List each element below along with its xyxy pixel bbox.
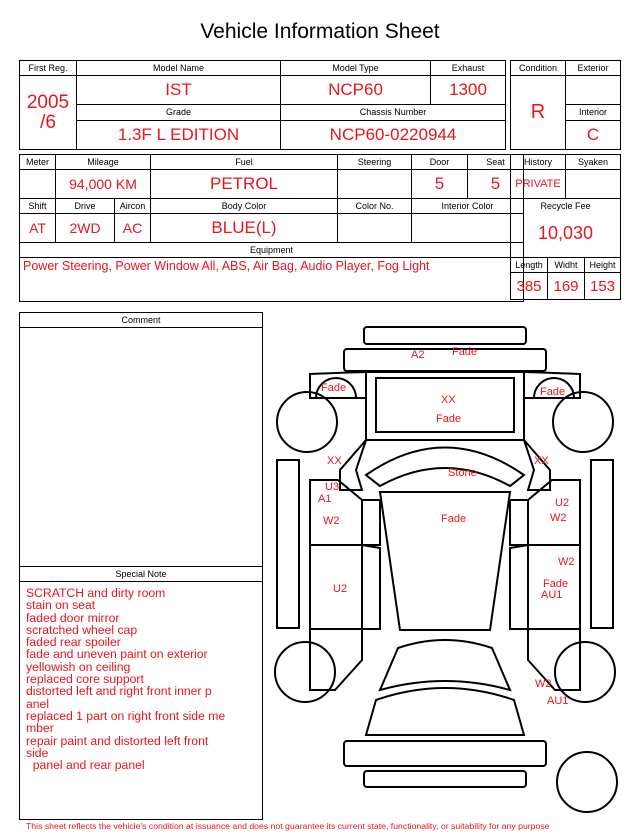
drive-label: Drive: [56, 199, 115, 214]
width-label: Widht: [548, 258, 585, 273]
steering-value: [338, 170, 412, 199]
height-value: 153: [585, 273, 621, 300]
shift-label: Shift: [20, 199, 56, 214]
model-type-value: NCP60: [281, 76, 431, 105]
mark-fade-front-right: Fade: [540, 386, 566, 398]
chassis-value: NCP60-0220944: [281, 120, 506, 149]
first-reg-label: First Reg.: [20, 61, 77, 76]
condition-table: [510, 60, 621, 150]
mark-w2-left: W2: [323, 515, 340, 527]
model-name-value: IST: [77, 76, 281, 105]
special-note-list: [26, 587, 225, 771]
mark-xx-left: XX: [327, 455, 342, 467]
exhaust-label: Exhaust: [431, 61, 506, 76]
exterior-value: [566, 76, 621, 105]
mark-u2-right: U2: [555, 497, 570, 509]
body-color-value: BLUE(L): [151, 214, 338, 243]
grade-label: Grade: [77, 105, 281, 120]
interior-color-value: [412, 214, 524, 243]
grade-value: 1.3F L EDITION: [77, 120, 281, 149]
syaken-label: Syaken: [566, 155, 621, 170]
width-value: 169: [548, 273, 585, 300]
body-color-label: Body Color: [151, 199, 338, 214]
length-label: Length: [511, 258, 548, 273]
special-note-line: distorted left and right front inner p: [26, 684, 212, 699]
special-note-line: anel: [26, 696, 50, 711]
length-value: 385: [511, 273, 548, 300]
mark-w2-rear-right: W2: [558, 556, 575, 568]
mark-w2-rear: W2: [535, 678, 552, 690]
special-note-line: replaced core support: [26, 672, 144, 687]
mark-a2: A2: [411, 349, 425, 361]
color-no-value: [338, 214, 412, 243]
equipment-value: Power Steering, Power Window All, ABS, Air Bag, Audio Player, Fog Light: [23, 259, 430, 273]
history-value: PRIVATE: [511, 170, 566, 199]
fuel-value: PETROL: [151, 170, 338, 199]
wheel-front-right: [553, 392, 613, 452]
rear-bumper-shape: [344, 741, 546, 766]
history-label: History: [511, 155, 566, 170]
special-note-line: SCRATCH and dirty room: [26, 586, 166, 600]
recycle-cell: [511, 199, 621, 258]
mark-fade-hood: Fade: [436, 413, 462, 425]
condition-label: Condition: [511, 61, 566, 76]
special-note-line: yellowish on ceiling: [26, 659, 131, 674]
special-note-line: side: [26, 745, 49, 760]
comment-box: [19, 312, 263, 820]
exterior-label: Exterior: [566, 61, 621, 76]
height-label: Height: [585, 258, 621, 273]
mark-xx-right: XX: [534, 455, 549, 467]
chassis-label: Chassis Number: [281, 105, 506, 120]
door-value: 5: [412, 170, 468, 199]
special-note-line: replaced 1 part on right front side me: [26, 708, 226, 723]
mileage-label: Mileage: [56, 155, 151, 170]
mark-u2-left: U2: [333, 583, 348, 595]
mileage-value: 94,000 KM: [56, 170, 151, 199]
wheel-rear-right: [555, 642, 615, 702]
mark-fade-bumper: Fade: [452, 346, 478, 358]
left-sill: [277, 460, 299, 628]
vehicle-main-table: [19, 60, 506, 150]
model-type-label: Model Type: [281, 61, 431, 76]
equipment-cell: [20, 258, 524, 302]
mark-a1: A1: [318, 493, 332, 505]
rear-window-shape: [380, 640, 510, 690]
special-note-line: fade and uneven paint on exterior: [26, 647, 208, 662]
aircon-label: Aircon: [115, 199, 151, 214]
vehicle-detail-table: [19, 154, 524, 302]
special-note-line: scratched wheel cap: [26, 622, 138, 637]
rear-bumper-lower: [364, 771, 526, 787]
recycle-label: Recycle Fee: [540, 201, 591, 211]
meter-label: Meter: [20, 155, 56, 170]
special-note-line: faded door mirror: [26, 610, 120, 625]
front-bumper-lower: [344, 349, 546, 371]
steering-label: Steering: [338, 155, 412, 170]
shift-value: AT: [20, 214, 56, 243]
mark-fade-roof: Fade: [441, 513, 467, 525]
mark-fade-rear-right: Fade: [543, 578, 569, 590]
first-reg-value: [20, 76, 77, 150]
special-note-label: Special Note: [20, 566, 262, 582]
color-no-label: Color No.: [338, 199, 412, 214]
exhaust-value: 1300: [431, 76, 506, 105]
page-title: Vehicle Information Sheet: [200, 20, 440, 43]
mark-fade-front-left: Fade: [321, 382, 347, 394]
first-reg-month: /6: [40, 111, 56, 133]
syaken-value: [566, 170, 621, 199]
mark-stone: Stone: [448, 467, 477, 479]
interior-label: Interior: [566, 105, 621, 120]
condition-value: R: [511, 76, 566, 150]
disclaimer-footer: This sheet reflects the vehicle's condition at issuance and does not guarantee its current state, functionality, or suitability for any purpose: [26, 821, 550, 831]
aircon-value: AC: [115, 214, 151, 243]
equipment-label: Equipment: [20, 243, 524, 258]
left-quarter: [310, 629, 362, 690]
special-note-line: stain on seat: [26, 598, 96, 613]
special-note-line: mber: [26, 721, 54, 736]
front-bumper-shape: [364, 327, 526, 344]
history-table: [510, 154, 621, 300]
wheel-rear-left: [275, 642, 335, 702]
seat-label: Seat: [468, 155, 524, 170]
special-note-line: panel and rear panel: [26, 758, 145, 773]
special-note-line: repair paint and distorted left front: [26, 733, 209, 748]
rear-hatch-shape: [366, 688, 524, 735]
first-reg-year: 2005: [26, 91, 70, 113]
seat-value: 5: [468, 170, 524, 199]
mark-xx-hood: XX: [441, 394, 456, 406]
drive-value: 2WD: [56, 214, 115, 243]
meter-value: [20, 170, 56, 199]
mark-au1-rear: AU1: [547, 695, 569, 707]
mark-au1-rear-right: AU1: [541, 589, 563, 601]
interior-color-label: Interior Color: [412, 199, 524, 214]
interior-value: C: [566, 120, 621, 149]
right-sill: [591, 460, 613, 628]
spare-wheel: [557, 752, 617, 812]
windshield-shape: [366, 448, 524, 487]
wheel-front-left: [277, 392, 337, 452]
special-note-line: faded rear spoiler: [26, 635, 121, 650]
recycle-value: 10,030: [537, 223, 594, 243]
mark-w2-right: W2: [550, 512, 567, 524]
comment-label: Comment: [20, 313, 262, 328]
door-label: Door: [412, 155, 468, 170]
model-name-label: Model Name: [77, 61, 281, 76]
fuel-label: Fuel: [151, 155, 338, 170]
hood-shape: [366, 372, 524, 440]
mark-u3: U3: [325, 481, 340, 493]
